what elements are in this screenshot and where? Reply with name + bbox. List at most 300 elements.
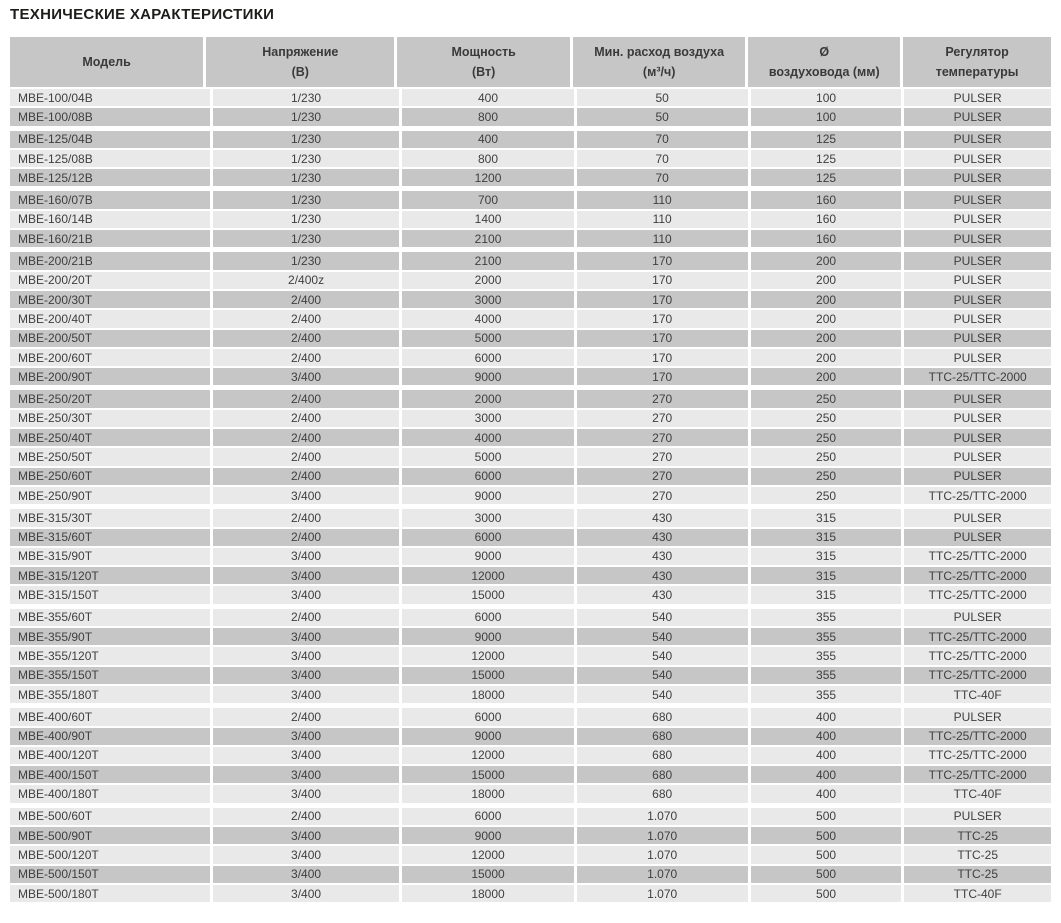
cell-model: MBE-250/90T [10, 487, 210, 504]
cell-temperature-regulator: PULSER [904, 390, 1051, 407]
cell-duct-diameter: 125 [751, 150, 902, 167]
cell-power: 4000 [402, 310, 573, 327]
cell-power: 6000 [402, 468, 573, 485]
cell-voltage: 3/400 [213, 667, 400, 684]
table-row [10, 866, 1051, 883]
cell-temperature-regulator: TTC-25 [904, 866, 1051, 883]
cell-voltage: 2/400 [213, 349, 400, 366]
cell-model: MBE-315/90T [10, 548, 210, 565]
cell-power: 12000 [402, 747, 573, 764]
cell-voltage: 3/400 [213, 487, 400, 504]
cell-duct-diameter: 315 [751, 509, 902, 526]
cell-airflow: 270 [577, 448, 748, 465]
table-row [10, 349, 1051, 366]
table-row [10, 846, 1051, 863]
cell-voltage: 1/230 [213, 230, 400, 247]
model-group-8 [10, 808, 1051, 902]
cell-power: 6000 [402, 349, 573, 366]
table-row [10, 609, 1051, 626]
table-row [10, 548, 1051, 565]
cell-voltage: 1/230 [213, 252, 400, 269]
cell-model: MBE-315/30T [10, 509, 210, 526]
cell-model: MBE-500/150T [10, 866, 210, 883]
cell-airflow: 70 [577, 131, 748, 148]
cell-duct-diameter: 355 [751, 628, 902, 645]
cell-voltage: 2/400 [213, 609, 400, 626]
cell-airflow: 170 [577, 368, 748, 385]
cell-power: 6000 [402, 708, 573, 725]
cell-voltage: 2/400 [213, 509, 400, 526]
cell-airflow: 270 [577, 390, 748, 407]
cell-power: 2100 [402, 230, 573, 247]
cell-duct-diameter: 250 [751, 429, 902, 446]
table-row [10, 785, 1051, 802]
cell-duct-diameter: 500 [751, 827, 902, 844]
cell-power: 18000 [402, 885, 573, 902]
cell-temperature-regulator: TTC-25/TTC-2000 [904, 667, 1051, 684]
table-row [10, 667, 1051, 684]
header-voltage [206, 37, 394, 87]
cell-temperature-regulator: TTC-25/TTC-2000 [904, 728, 1051, 745]
cell-model: MBE-355/180T [10, 686, 210, 703]
table-row [10, 628, 1051, 645]
cell-voltage: 1/230 [213, 169, 400, 186]
cell-voltage: 3/400 [213, 766, 400, 783]
cell-airflow: 430 [577, 529, 748, 546]
table-row [10, 191, 1051, 208]
cell-duct-diameter: 160 [751, 230, 902, 247]
cell-voltage: 2/400 [213, 529, 400, 546]
cell-airflow: 540 [577, 647, 748, 664]
cell-voltage: 3/400 [213, 368, 400, 385]
cell-temperature-regulator: PULSER [904, 230, 1051, 247]
cell-duct-diameter: 200 [751, 368, 902, 385]
cell-voltage: 3/400 [213, 885, 400, 902]
cell-duct-diameter: 200 [751, 291, 902, 308]
table-row [10, 509, 1051, 526]
cell-model: MBE-355/60T [10, 609, 210, 626]
cell-temperature-regulator: TTC-25/TTC-2000 [904, 628, 1051, 645]
table-row [10, 131, 1051, 148]
cell-model: MBE-500/90T [10, 827, 210, 844]
table-row [10, 310, 1051, 327]
cell-duct-diameter: 125 [751, 131, 902, 148]
cell-duct-diameter: 500 [751, 885, 902, 902]
cell-airflow: 430 [577, 548, 748, 565]
cell-power: 9000 [402, 487, 573, 504]
cell-power: 9000 [402, 827, 573, 844]
cell-power: 2000 [402, 272, 573, 289]
header-model [10, 37, 203, 87]
cell-power: 6000 [402, 529, 573, 546]
cell-model: MBE-200/21B [10, 252, 210, 269]
cell-duct-diameter: 200 [751, 272, 902, 289]
cell-duct-diameter: 250 [751, 468, 902, 485]
table-row [10, 252, 1051, 269]
table-header-row [10, 37, 1051, 87]
cell-temperature-regulator: PULSER [904, 108, 1051, 125]
cell-temperature-regulator: PULSER [904, 291, 1051, 308]
cell-voltage: 2/400 [213, 291, 400, 308]
cell-voltage: 3/400 [213, 647, 400, 664]
cell-duct-diameter: 100 [751, 89, 902, 106]
cell-model: MBE-250/40T [10, 429, 210, 446]
cell-temperature-regulator: PULSER [904, 529, 1051, 546]
cell-model: MBE-355/120T [10, 647, 210, 664]
cell-power: 12000 [402, 647, 573, 664]
cell-temperature-regulator: TTC-25/TTC-2000 [904, 548, 1051, 565]
table-row [10, 150, 1051, 167]
model-group-5 [10, 509, 1051, 603]
cell-power: 6000 [402, 808, 573, 825]
table-row [10, 169, 1051, 186]
cell-duct-diameter: 200 [751, 349, 902, 366]
cell-airflow: 1.070 [577, 827, 748, 844]
cell-voltage: 3/400 [213, 567, 400, 584]
cell-duct-diameter: 400 [751, 708, 902, 725]
cell-voltage: 2/400 [213, 448, 400, 465]
cell-temperature-regulator: PULSER [904, 429, 1051, 446]
cell-power: 6000 [402, 609, 573, 626]
cell-airflow: 170 [577, 330, 748, 347]
cell-airflow: 540 [577, 686, 748, 703]
cell-airflow: 680 [577, 747, 748, 764]
cell-temperature-regulator: PULSER [904, 191, 1051, 208]
table-row [10, 211, 1051, 228]
cell-voltage: 2/400 [213, 410, 400, 427]
header-duct-diameter [748, 37, 900, 87]
cell-airflow: 270 [577, 410, 748, 427]
model-group-7 [10, 708, 1051, 802]
cell-airflow: 680 [577, 766, 748, 783]
cell-temperature-regulator: TTC-25/TTC-2000 [904, 586, 1051, 603]
cell-voltage: 3/400 [213, 548, 400, 565]
table-row [10, 108, 1051, 125]
model-group-1 [10, 131, 1051, 187]
table-row [10, 448, 1051, 465]
model-group-4 [10, 390, 1051, 504]
model-group-6 [10, 609, 1051, 703]
table-row [10, 487, 1051, 504]
model-group-2 [10, 191, 1051, 247]
cell-duct-diameter: 315 [751, 586, 902, 603]
table-row [10, 686, 1051, 703]
cell-voltage: 3/400 [213, 866, 400, 883]
table-body [10, 89, 1051, 902]
cell-model: MBE-400/60T [10, 708, 210, 725]
cell-voltage: 3/400 [213, 846, 400, 863]
cell-power: 15000 [402, 667, 573, 684]
cell-duct-diameter: 355 [751, 667, 902, 684]
cell-power: 15000 [402, 866, 573, 883]
cell-model: MBE-200/40T [10, 310, 210, 327]
cell-model: MBE-200/90T [10, 368, 210, 385]
cell-power: 800 [402, 108, 573, 125]
cell-voltage: 2/400z [213, 272, 400, 289]
cell-airflow: 70 [577, 169, 748, 186]
cell-model: MBE-355/150T [10, 667, 210, 684]
cell-duct-diameter: 400 [751, 747, 902, 764]
cell-model: MBE-355/90T [10, 628, 210, 645]
model-group-3 [10, 252, 1051, 385]
table-row [10, 272, 1051, 289]
cell-model: MBE-315/60T [10, 529, 210, 546]
cell-model: MBE-160/14B [10, 211, 210, 228]
cell-temperature-regulator: PULSER [904, 169, 1051, 186]
cell-model: MBE-315/120T [10, 567, 210, 584]
cell-power: 5000 [402, 330, 573, 347]
technical-specs-table [10, 37, 1051, 902]
cell-temperature-regulator: PULSER [904, 448, 1051, 465]
cell-power: 400 [402, 131, 573, 148]
table-row [10, 330, 1051, 347]
cell-temperature-regulator: PULSER [904, 808, 1051, 825]
cell-temperature-regulator: PULSER [904, 310, 1051, 327]
cell-duct-diameter: 355 [751, 609, 902, 626]
header-power [397, 37, 569, 87]
cell-model: MBE-100/04B [10, 89, 210, 106]
cell-temperature-regulator: TTC-25/TTC-2000 [904, 487, 1051, 504]
cell-temperature-regulator: PULSER [904, 509, 1051, 526]
cell-duct-diameter: 400 [751, 785, 902, 802]
cell-model: MBE-500/60T [10, 808, 210, 825]
cell-airflow: 430 [577, 567, 748, 584]
cell-model: MBE-160/21B [10, 230, 210, 247]
cell-power: 4000 [402, 429, 573, 446]
cell-airflow: 70 [577, 150, 748, 167]
cell-voltage: 3/400 [213, 785, 400, 802]
cell-duct-diameter: 400 [751, 766, 902, 783]
table-row [10, 586, 1051, 603]
table-row [10, 291, 1051, 308]
cell-voltage: 3/400 [213, 747, 400, 764]
cell-model: MBE-500/180T [10, 885, 210, 902]
cell-temperature-regulator: PULSER [904, 708, 1051, 725]
cell-airflow: 110 [577, 211, 748, 228]
cell-voltage: 3/400 [213, 827, 400, 844]
cell-power: 9000 [402, 548, 573, 565]
header-airflow-line1: Мин. расход воздуха [594, 45, 725, 59]
cell-temperature-regulator: PULSER [904, 131, 1051, 148]
cell-model: MBE-125/12B [10, 169, 210, 186]
cell-airflow: 170 [577, 349, 748, 366]
cell-duct-diameter: 355 [751, 647, 902, 664]
cell-power: 3000 [402, 291, 573, 308]
cell-temperature-regulator: PULSER [904, 211, 1051, 228]
cell-airflow: 50 [577, 89, 748, 106]
cell-power: 2100 [402, 252, 573, 269]
cell-temperature-regulator: PULSER [904, 252, 1051, 269]
cell-power: 18000 [402, 785, 573, 802]
cell-duct-diameter: 400 [751, 728, 902, 745]
cell-duct-diameter: 500 [751, 846, 902, 863]
header-duct-diameter-line1: Ø [819, 45, 830, 59]
cell-airflow: 170 [577, 252, 748, 269]
header-model-line1: Модель [82, 54, 131, 69]
cell-voltage: 1/230 [213, 211, 400, 228]
cell-airflow: 680 [577, 728, 748, 745]
table-row [10, 728, 1051, 745]
cell-duct-diameter: 250 [751, 448, 902, 465]
table-row [10, 230, 1051, 247]
cell-power: 5000 [402, 448, 573, 465]
cell-temperature-regulator: PULSER [904, 272, 1051, 289]
cell-power: 2000 [402, 390, 573, 407]
cell-power: 9000 [402, 728, 573, 745]
cell-power: 800 [402, 150, 573, 167]
header-temperature-regulator-line2: температуры [935, 64, 1019, 79]
cell-duct-diameter: 125 [751, 169, 902, 186]
cell-airflow: 110 [577, 230, 748, 247]
cell-power: 15000 [402, 766, 573, 783]
cell-temperature-regulator: PULSER [904, 468, 1051, 485]
cell-duct-diameter: 315 [751, 548, 902, 565]
cell-temperature-regulator: TTC-25/TTC-2000 [904, 766, 1051, 783]
cell-power: 9000 [402, 368, 573, 385]
cell-airflow: 680 [577, 708, 748, 725]
cell-voltage: 1/230 [213, 89, 400, 106]
cell-airflow: 270 [577, 487, 748, 504]
cell-airflow: 170 [577, 310, 748, 327]
cell-duct-diameter: 160 [751, 191, 902, 208]
cell-voltage: 2/400 [213, 429, 400, 446]
cell-airflow: 540 [577, 667, 748, 684]
cell-airflow: 1.070 [577, 846, 748, 863]
cell-model: MBE-125/08B [10, 150, 210, 167]
table-row [10, 429, 1051, 446]
header-voltage-line2: (В) [291, 64, 309, 79]
cell-temperature-regulator: PULSER [904, 89, 1051, 106]
cell-temperature-regulator: PULSER [904, 330, 1051, 347]
cell-model: MBE-200/30T [10, 291, 210, 308]
cell-model: MBE-100/08B [10, 108, 210, 125]
cell-model: MBE-200/50T [10, 330, 210, 347]
cell-temperature-regulator: TTC-25/TTC-2000 [904, 567, 1051, 584]
cell-model: MBE-250/50T [10, 448, 210, 465]
cell-power: 3000 [402, 509, 573, 526]
table-row [10, 368, 1051, 385]
cell-airflow: 540 [577, 628, 748, 645]
cell-duct-diameter: 160 [751, 211, 902, 228]
cell-model: MBE-250/60T [10, 468, 210, 485]
cell-temperature-regulator: TTC-25/TTC-2000 [904, 368, 1051, 385]
header-duct-diameter-line2: воздуховода (мм) [768, 64, 880, 79]
page-title: ТЕХНИЧЕСКИЕ ХАРАКТЕРИСТИКИ [10, 6, 275, 23]
table-row [10, 647, 1051, 664]
header-power-line1: Мощность [451, 45, 516, 59]
table-row [10, 808, 1051, 825]
cell-temperature-regulator: TTC-25/TTC-2000 [904, 747, 1051, 764]
cell-airflow: 1.070 [577, 808, 748, 825]
cell-power: 400 [402, 89, 573, 106]
table-row [10, 885, 1051, 902]
cell-duct-diameter: 250 [751, 487, 902, 504]
cell-voltage: 3/400 [213, 686, 400, 703]
cell-voltage: 1/230 [213, 108, 400, 125]
table-row [10, 529, 1051, 546]
cell-airflow: 430 [577, 509, 748, 526]
cell-temperature-regulator: PULSER [904, 609, 1051, 626]
cell-temperature-regulator: PULSER [904, 410, 1051, 427]
table-row [10, 390, 1051, 407]
table-row [10, 89, 1051, 106]
cell-power: 1200 [402, 169, 573, 186]
cell-power: 18000 [402, 686, 573, 703]
cell-model: MBE-200/20T [10, 272, 210, 289]
cell-airflow: 430 [577, 586, 748, 603]
header-airflow-line2: (м³/ч) [642, 64, 676, 79]
cell-airflow: 270 [577, 429, 748, 446]
cell-voltage: 3/400 [213, 628, 400, 645]
cell-duct-diameter: 200 [751, 330, 902, 347]
cell-voltage: 2/400 [213, 468, 400, 485]
cell-airflow: 110 [577, 191, 748, 208]
cell-model: MBE-400/180T [10, 785, 210, 802]
header-power-line2: (Вт) [472, 64, 496, 79]
cell-power: 12000 [402, 846, 573, 863]
cell-temperature-regulator: TTC-40F [904, 885, 1051, 902]
cell-model: MBE-125/04B [10, 131, 210, 148]
cell-airflow: 170 [577, 291, 748, 308]
cell-voltage: 1/230 [213, 191, 400, 208]
cell-voltage: 2/400 [213, 310, 400, 327]
cell-model: MBE-400/90T [10, 728, 210, 745]
cell-airflow: 170 [577, 272, 748, 289]
cell-model: MBE-200/60T [10, 349, 210, 366]
cell-model: MBE-400/150T [10, 766, 210, 783]
table-row [10, 468, 1051, 485]
cell-temperature-regulator: TTC-40F [904, 785, 1051, 802]
cell-airflow: 540 [577, 609, 748, 626]
header-voltage-line1: Напряжение [262, 45, 339, 59]
cell-duct-diameter: 200 [751, 310, 902, 327]
cell-power: 700 [402, 191, 573, 208]
cell-voltage: 1/230 [213, 150, 400, 167]
cell-voltage: 3/400 [213, 728, 400, 745]
cell-airflow: 50 [577, 108, 748, 125]
cell-voltage: 2/400 [213, 330, 400, 347]
table-row [10, 410, 1051, 427]
cell-power: 15000 [402, 586, 573, 603]
header-temperature-regulator-line1: Регулятор [945, 45, 1009, 59]
table-row [10, 708, 1051, 725]
cell-temperature-regulator: TTC-25/TTC-2000 [904, 647, 1051, 664]
cell-airflow: 270 [577, 468, 748, 485]
cell-voltage: 2/400 [213, 708, 400, 725]
cell-duct-diameter: 355 [751, 686, 902, 703]
cell-model: MBE-250/30T [10, 410, 210, 427]
cell-airflow: 680 [577, 785, 748, 802]
cell-model: MBE-315/150T [10, 586, 210, 603]
cell-model: MBE-500/120T [10, 846, 210, 863]
cell-voltage: 3/400 [213, 586, 400, 603]
cell-duct-diameter: 500 [751, 866, 902, 883]
cell-duct-diameter: 315 [751, 529, 902, 546]
cell-duct-diameter: 250 [751, 390, 902, 407]
table-row [10, 827, 1051, 844]
cell-voltage: 2/400 [213, 808, 400, 825]
model-group-0 [10, 89, 1051, 126]
cell-duct-diameter: 500 [751, 808, 902, 825]
cell-voltage: 2/400 [213, 390, 400, 407]
table-row [10, 567, 1051, 584]
cell-voltage: 1/230 [213, 131, 400, 148]
cell-model: MBE-250/20T [10, 390, 210, 407]
cell-power: 9000 [402, 628, 573, 645]
cell-airflow: 1.070 [577, 885, 748, 902]
cell-model: MBE-160/07B [10, 191, 210, 208]
cell-power: 1400 [402, 211, 573, 228]
